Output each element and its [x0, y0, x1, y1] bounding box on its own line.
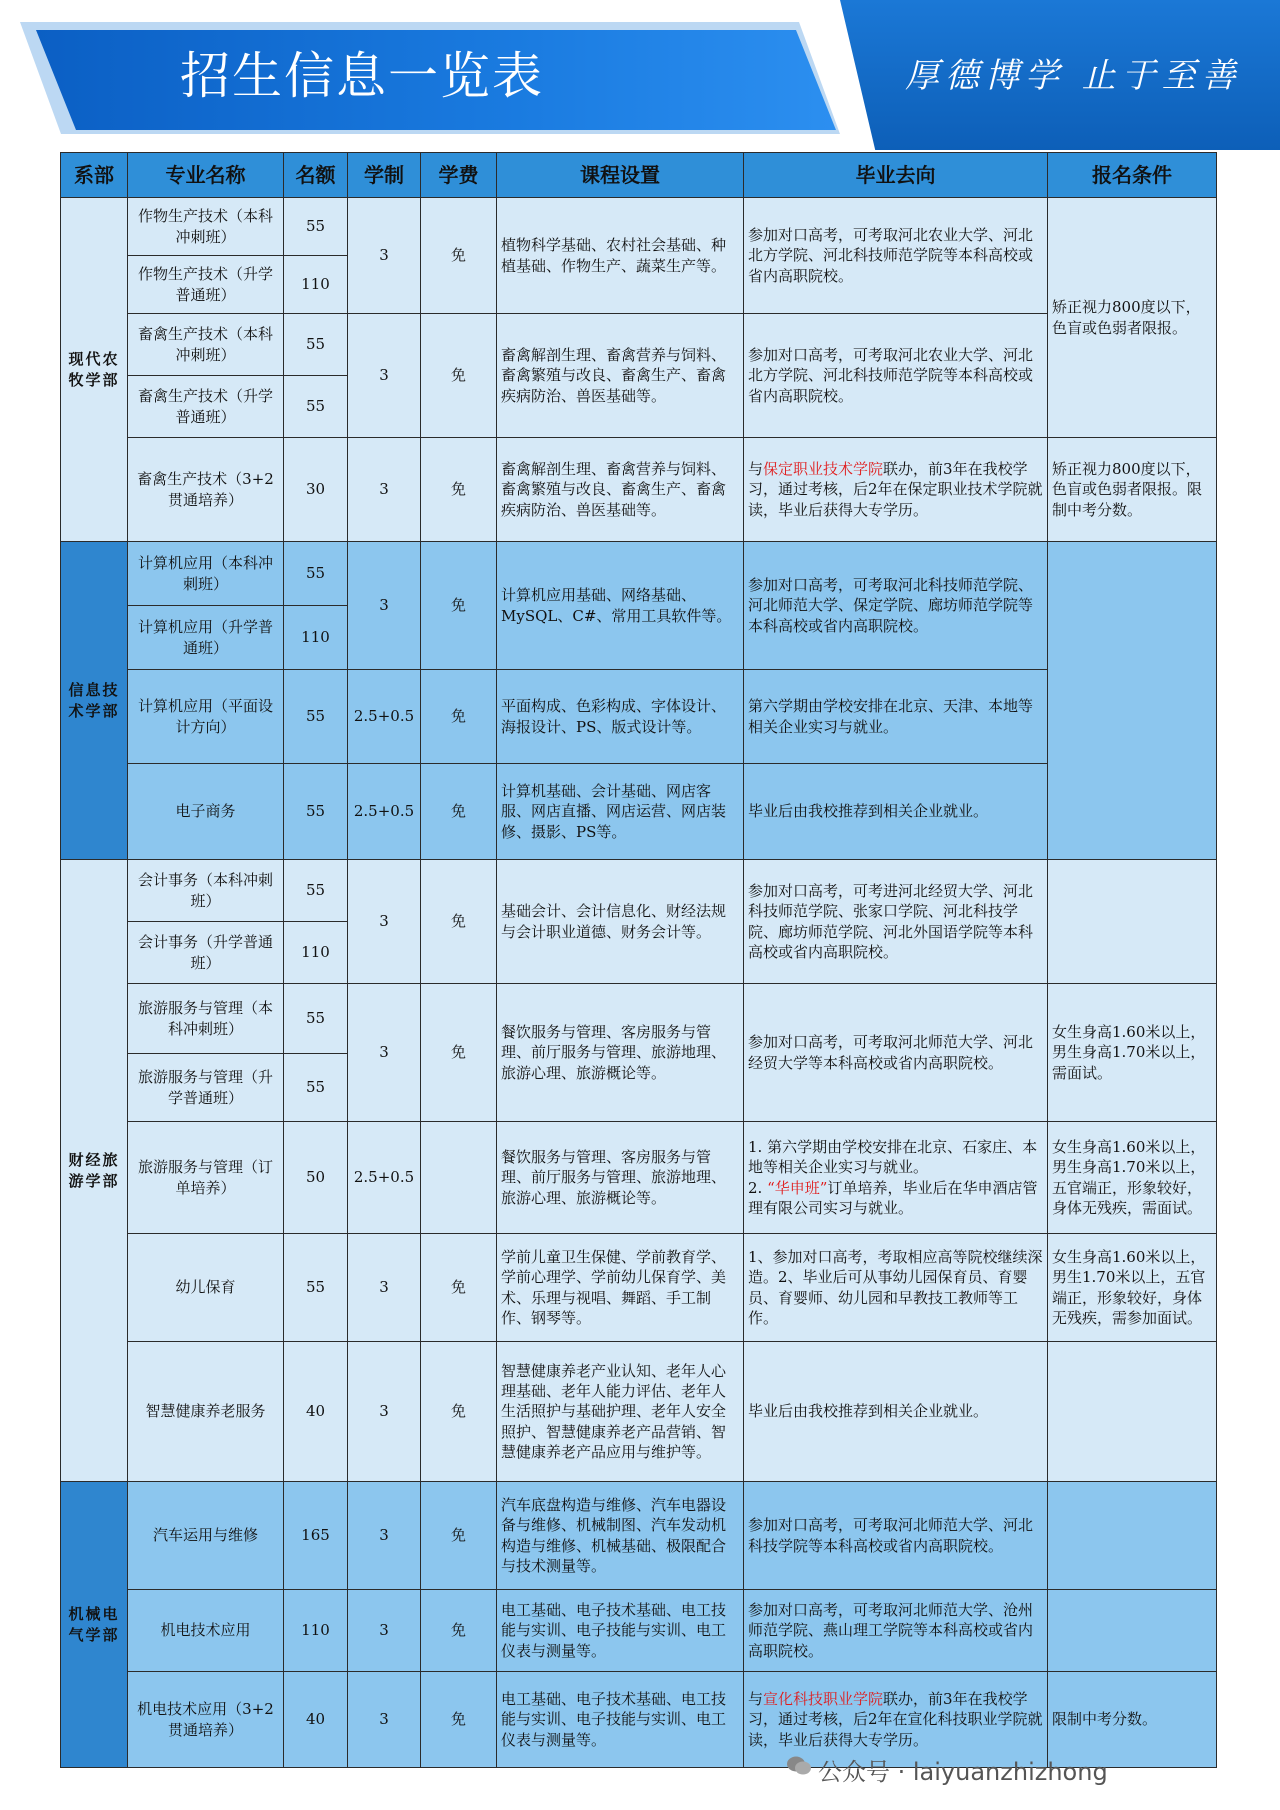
- major-name: 电子商务: [128, 764, 284, 860]
- tuition: 免: [421, 314, 497, 438]
- table-row: [61, 542, 1217, 606]
- tuition: 免: [421, 542, 497, 670]
- quota: 50: [284, 1122, 348, 1234]
- major-name: 幼儿保育: [128, 1234, 284, 1342]
- table-row: [61, 764, 1217, 860]
- quota: 110: [284, 1590, 348, 1672]
- quota: 165: [284, 1482, 348, 1590]
- tuition: 免: [421, 1590, 497, 1672]
- quota: 55: [284, 984, 348, 1054]
- tuition: 免: [421, 1672, 497, 1768]
- destination: 参加对口高考，可考取河北科技师范学院、河北师范大学、保定学院、廊坊师范学院等本科高校或省内高职院校。: [744, 542, 1048, 670]
- quota: 55: [284, 376, 348, 438]
- quota: 55: [284, 198, 348, 256]
- major-name: 旅游服务与管理（订单培养）: [128, 1122, 284, 1234]
- tuition: 免: [421, 860, 497, 984]
- table-row: [61, 438, 1217, 542]
- col-header: 学费: [421, 153, 497, 198]
- department-name: 财经旅游学部: [61, 860, 128, 1482]
- destination-text: 联办，前3年在我校学习，通过考核，后2年在宣化科技职业学院就读，毕业后获得大专学历。: [748, 1690, 1043, 1749]
- quota: 40: [284, 1672, 348, 1768]
- major-name: 旅游服务与管理（本科冲刺班）: [128, 984, 284, 1054]
- destination: 参加对口高考，可考取河北师范大学、河北经贸大学等本科高校或省内高职院校。: [744, 984, 1048, 1122]
- major-name: 计算机应用（平面设计方向）: [128, 670, 284, 764]
- duration: 3: [348, 542, 421, 670]
- requirements: 女生身高1.60米以上，男生身高1.70米以上，需面试。: [1048, 984, 1217, 1122]
- courses: 基础会计、会计信息化、财经法规与会计职业道德、财务会计等。: [497, 860, 744, 984]
- duration: 2.5+0.5: [348, 670, 421, 764]
- major-name: 作物生产技术（升学普通班）: [128, 256, 284, 314]
- major-name: 计算机应用（升学普通班）: [128, 606, 284, 670]
- order-class-name: “华申班”: [767, 1178, 828, 1197]
- col-header: 报名条件: [1048, 153, 1217, 198]
- quota: 55: [284, 542, 348, 606]
- quota: 110: [284, 922, 348, 984]
- col-header: 专业名称: [128, 153, 284, 198]
- courses: 畜禽解剖生理、畜禽营养与饲料、畜禽繁殖与改良、畜禽生产、畜禽疾病防治、兽医基础等。: [497, 314, 744, 438]
- quota: 55: [284, 764, 348, 860]
- major-name: 计算机应用（本科冲刺班）: [128, 542, 284, 606]
- duration: 3: [348, 984, 421, 1122]
- quota: 55: [284, 670, 348, 764]
- table-row: [61, 1482, 1217, 1590]
- major-name: 畜禽生产技术（本科冲刺班）: [128, 314, 284, 376]
- quota: 110: [284, 256, 348, 314]
- department-name: 信息技术学部: [61, 542, 128, 860]
- tuition: 免: [421, 1234, 497, 1342]
- major-name: 智慧健康养老服务: [128, 1342, 284, 1482]
- destination-line: [748, 1178, 1043, 1219]
- table-row: [61, 314, 1217, 376]
- table-row: [61, 670, 1217, 764]
- courses: 汽车底盘构造与维修、汽车电器设备与维修、机械制图、汽车发动机构造与维修、机械基础、极限配合与技术测量等。: [497, 1482, 744, 1590]
- tuition: 免: [421, 1342, 497, 1482]
- requirements: [1048, 1482, 1217, 1590]
- watermark: 公众号 · laiyuanzhizhong: [818, 1758, 1108, 1786]
- major-name: 畜禽生产技术（升学普通班）: [128, 376, 284, 438]
- partner-college: 宣化科技职业学院: [763, 1690, 884, 1709]
- requirements: 限制中考分数。: [1048, 1672, 1217, 1768]
- duration: 3: [348, 314, 421, 438]
- major-name: 会计事务（本科冲刺班）: [128, 860, 284, 922]
- tuition: 免: [421, 984, 497, 1122]
- quota: 55: [284, 314, 348, 376]
- tuition: 免: [421, 764, 497, 860]
- major-name: 旅游服务与管理（升学普通班）: [128, 1054, 284, 1122]
- duration: 3: [348, 198, 421, 314]
- duration: 3: [348, 1234, 421, 1342]
- destination-text: 与: [748, 460, 764, 479]
- tuition: 免: [421, 198, 497, 314]
- page-title: 招生信息一览表: [180, 47, 544, 105]
- table-row: [61, 198, 1217, 256]
- requirements: 矫正视力800度以下，色盲或色弱者限报。: [1048, 198, 1217, 438]
- tuition: 免: [421, 670, 497, 764]
- major-name: 机电技术应用（3+2贯通培养）: [128, 1672, 284, 1768]
- tuition: [421, 1122, 497, 1234]
- destination-line: 1. 第六学期由学校安排在北京、石家庄、本地等相关企业实习与就业。: [748, 1138, 1038, 1177]
- major-name: 畜禽生产技术（3+2贯通培养）: [128, 438, 284, 542]
- tuition: 免: [421, 438, 497, 542]
- courses: 计算机应用基础、网络基础、MySQL、C#、常用工具软件等。: [497, 542, 744, 670]
- quota: 55: [284, 1234, 348, 1342]
- duration: 2.5+0.5: [348, 764, 421, 860]
- col-header: 毕业去向: [744, 153, 1048, 198]
- destination-text: 与: [748, 1690, 764, 1709]
- courses: 平面构成、色彩构成、字体设计、海报设计、PS、版式设计等。: [497, 670, 744, 764]
- duration: 3: [348, 860, 421, 984]
- duration: 2.5+0.5: [348, 1122, 421, 1234]
- destination: 参加对口高考，可考进河北经贸大学、河北科技师范学院、张家口学院、河北科技学院、廊坊师范学院、河北外国语学院等本科高校或省内高职院校。: [744, 860, 1048, 984]
- requirements: [1048, 1590, 1217, 1672]
- destination: [744, 1122, 1048, 1234]
- major-name: 机电技术应用: [128, 1590, 284, 1672]
- destination: 毕业后由我校推荐到相关企业就业。: [744, 1342, 1048, 1482]
- quota: 55: [284, 860, 348, 922]
- table-header-row: [61, 153, 1217, 198]
- col-header: 名额: [284, 153, 348, 198]
- destination-text: 联办，前3年在我校学习，通过考核，后2年在保定职业技术学院就读，毕业后获得大专学历。: [748, 460, 1043, 519]
- destination: 参加对口高考，可考取河北师范大学、河北科技学院等本科高校或省内高职院校。: [744, 1482, 1048, 1590]
- destination: 1、参加对口高考，考取相应高等院校继续深造。2、毕业后可从事幼儿园保育员、育婴员、育婴师、幼儿园和早教技工教师等工作。: [744, 1234, 1048, 1342]
- major-name: 作物生产技术（本科冲刺班）: [128, 198, 284, 256]
- courses: 电工基础、电子技术基础、电工技能与实训、电子技能与实训、电工仪表与测量等。: [497, 1672, 744, 1768]
- courses: 餐饮服务与管理、客房服务与管理、前厅服务与管理、旅游地理、旅游心理、旅游概论等。: [497, 1122, 744, 1234]
- quota: 30: [284, 438, 348, 542]
- destination: 第六学期由学校安排在北京、天津、本地等相关企业实习与就业。: [744, 670, 1048, 764]
- duration: 3: [348, 1342, 421, 1482]
- duration: 3: [348, 1590, 421, 1672]
- destination-text: 2.: [748, 1178, 768, 1197]
- table-row: [61, 1234, 1217, 1342]
- major-name: 汽车运用与维修: [128, 1482, 284, 1590]
- duration: 3: [348, 438, 421, 542]
- partner-college: 保定职业技术学院: [763, 460, 884, 479]
- courses: 计算机基础、会计基础、网店客服、网店直播、网店运营、网店装修、摄影、PS等。: [497, 764, 744, 860]
- courses: 餐饮服务与管理、客房服务与管理、前厅服务与管理、旅游地理、旅游心理、旅游概论等。: [497, 984, 744, 1122]
- destination: 参加对口高考，可考取河北农业大学、河北北方学院、河北科技师范学院等本科高校或省内高职院校。: [744, 198, 1048, 314]
- requirements: 矫正视力800度以下，色盲或色弱者限报。限制中考分数。: [1048, 438, 1217, 542]
- major-name: 会计事务（升学普通班）: [128, 922, 284, 984]
- col-header: 系部: [61, 153, 128, 198]
- courses: 植物科学基础、农村社会基础、种植基础、作物生产、蔬菜生产等。: [497, 198, 744, 314]
- table-row: [61, 860, 1217, 922]
- requirements: [1048, 860, 1217, 984]
- requirements: 女生身高1.60米以上，男生1.70米以上，五官端正，形象较好，身体无残疾，需参加面试。: [1048, 1234, 1217, 1342]
- department-name: 现代农牧学部: [61, 198, 128, 542]
- duration: 3: [348, 1482, 421, 1590]
- tuition: 免: [421, 1482, 497, 1590]
- courses: 畜禽解剖生理、畜禽营养与饲料、畜禽繁殖与改良、畜禽生产、畜禽疾病防治、兽医基础等。: [497, 438, 744, 542]
- department-name: 机械电气学部: [61, 1482, 128, 1768]
- quota: 40: [284, 1342, 348, 1482]
- duration: 3: [348, 1672, 421, 1768]
- destination: 参加对口高考，可考取河北师范大学、沧州师范学院、燕山理工学院等本科高校或省内高职院校。: [744, 1590, 1048, 1672]
- col-header: 学制: [348, 153, 421, 198]
- table-row: [61, 1122, 1217, 1234]
- destination: 毕业后由我校推荐到相关企业就业。: [744, 764, 1048, 860]
- courses: 电工基础、电子技术基础、电工技能与实训、电子技能与实训、电工仪表与测量等。: [497, 1590, 744, 1672]
- destination-text: 订单培养，毕业后在华申酒店管理有限公司实习与就业。: [748, 1178, 1038, 1217]
- requirements: [1048, 1342, 1217, 1482]
- courses: 学前儿童卫生保健、学前教育学、学前心理学、学前幼儿保育学、美术、乐理与视唱、舞蹈、手工制作、钢琴等。: [497, 1234, 744, 1342]
- wechat-icon: [786, 1755, 812, 1777]
- quota: 55: [284, 1054, 348, 1122]
- destination: 参加对口高考，可考取河北农业大学、河北北方学院、河北科技师范学院等本科高校或省内高职院校。: [744, 314, 1048, 438]
- requirements: 女生身高1.60米以上，男生身高1.70米以上，五官端正，形象较好，身体无残疾，需面试。: [1048, 1122, 1217, 1234]
- quota: 110: [284, 606, 348, 670]
- table-row: [61, 1342, 1217, 1482]
- school-motto: 厚德博学 止于至善: [905, 56, 1242, 96]
- destination: [744, 438, 1048, 542]
- table-row: [61, 984, 1217, 1054]
- col-header: 课程设置: [497, 153, 744, 198]
- courses: 智慧健康养老产业认知、老年人心理基础、老年人能力评估、老年人生活照护与基础护理、老年人安全照护、智慧健康养老产品营销、智慧健康养老产品应用与维护等。: [497, 1342, 744, 1482]
- requirements: [1048, 542, 1217, 860]
- table-row: [61, 1590, 1217, 1672]
- enrollment-table: [60, 152, 1217, 1768]
